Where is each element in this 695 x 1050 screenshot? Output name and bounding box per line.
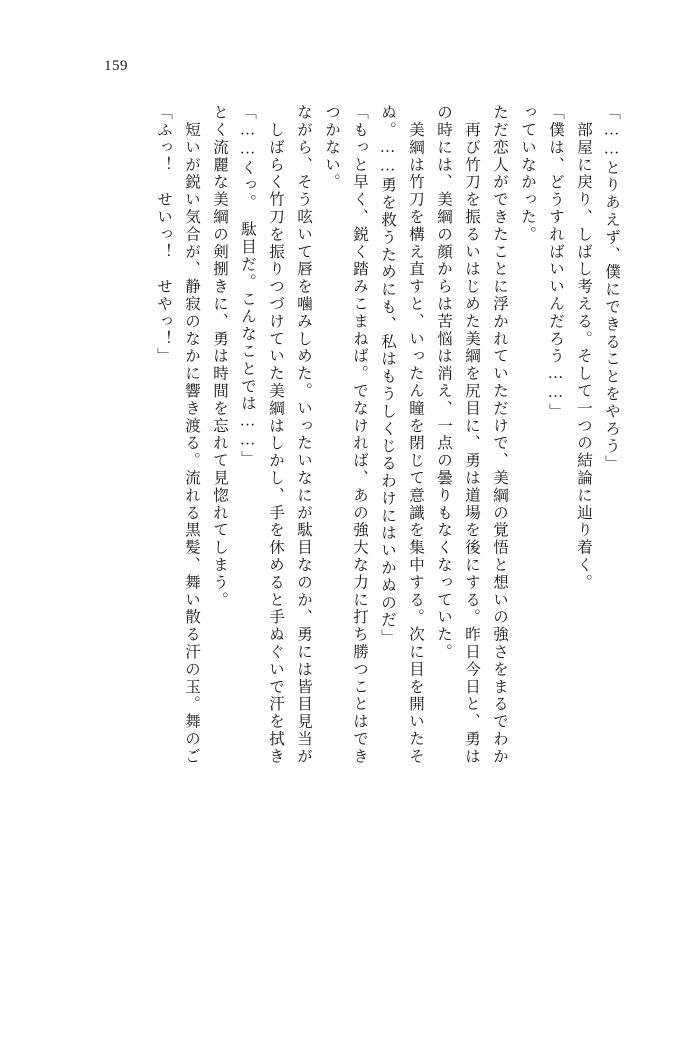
text-column: 再び竹刀を振るいはじめた美綱を尻目に、勇は道場を後にする。昨日今日と、勇は <box>463 104 480 766</box>
text-column: 「ふっ！ せいっ！ せやっ！」 <box>155 104 172 365</box>
page-number: 159 <box>104 58 128 74</box>
vertical-text-body <box>143 104 619 934</box>
text-column: っていなかった。 <box>519 104 536 244</box>
text-column: 部屋に戻り、しばし考える。そして一つの結論に辿り着く。 <box>575 104 592 592</box>
text-column: とく流麗な美綱の剣捌きに、勇は時間を忘れて見惚れてしまう。 <box>211 104 228 609</box>
text-column: つかない。 <box>323 104 340 191</box>
text-column: 短いが鋭い気合が、静寂のなかに響き渡る。流れる黒髪、舞い散る汗の玉。舞のご <box>183 104 200 766</box>
text-column: ながら、そう呟いて唇を噛みしめた。いったいなにが駄目なのか、勇には皆目見当が <box>295 104 312 766</box>
text-column: しばらく竹刀を振りつづけていた美綱はしかし、手を休めると手ぬぐいで汗を拭き <box>267 104 284 766</box>
text-column: の時には、美綱の顔からは苦悩は消え、一点の曇りもなくなっていた。 <box>435 104 452 661</box>
text-column: 美綱は竹刀を構え直すと、いったん瞳を閉じて意識を集中する。次に目を開いたそ <box>407 104 424 766</box>
text-column: ぬ。……勇を救うためにも、私はもうしくじるわけにはいかぬのだ」 <box>379 104 396 647</box>
text-column: 「僕は、どうすればいいんだろう……」 <box>547 104 564 421</box>
text-column: 「……とりあえず、僕にできることをやろう」 <box>603 104 620 473</box>
text-column: 「もっと早く、鋭く踏みこまねば。でなければ、あの強大な力に打ち勝つことはでき <box>351 104 368 766</box>
text-column: 「……くっ。 駄目だ。こんなことでは……」 <box>239 104 256 468</box>
text-column: ただ恋人ができたことに浮かれていただけで、美綱の覚悟と想いの強さをまるでわか <box>491 104 508 766</box>
